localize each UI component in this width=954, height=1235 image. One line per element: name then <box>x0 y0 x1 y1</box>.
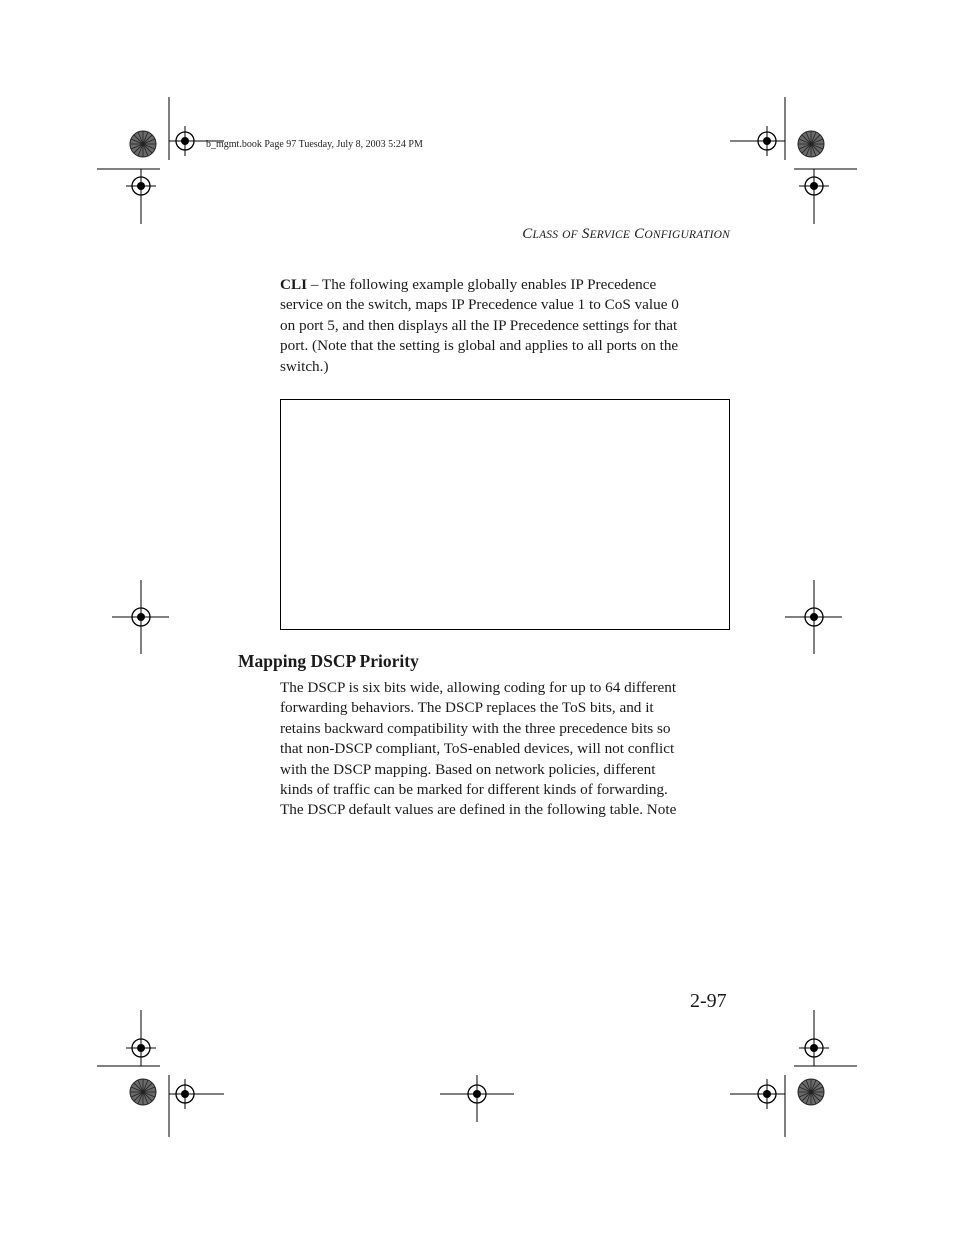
text-line: forwarding behaviors. The DSCP replaces the ToS bits, and it <box>280 699 654 717</box>
registration-mark-icon <box>126 1033 156 1063</box>
text-line: The DSCP default values are defined in the following table. Note <box>280 801 677 819</box>
registration-mark-icon <box>170 1079 200 1109</box>
running-head-smallcaps: OF <box>562 229 578 241</box>
running-head-cap: C <box>522 226 533 242</box>
text-line: switch.) <box>280 357 329 375</box>
registration-mark-icon <box>799 602 829 632</box>
color-bar-icon <box>798 1079 824 1105</box>
page-number: 2-97 <box>690 990 727 1012</box>
text-line: with the DSCP mapping. Based on network policies, different <box>280 760 656 778</box>
registration-mark-icon <box>126 171 156 201</box>
color-bar-icon <box>130 131 156 157</box>
registration-mark-icon <box>799 1033 829 1063</box>
text-line: on port 5, and then displays all the IP Precedence settings for that <box>280 316 678 334</box>
registration-mark-icon <box>170 126 200 156</box>
running-head-smallcaps: ERVICE <box>589 229 631 241</box>
color-bar-icon <box>798 131 824 157</box>
color-bar-icon <box>130 1079 156 1105</box>
running-head <box>522 226 730 243</box>
cli-example-box <box>280 399 730 630</box>
running-head-cap: S <box>581 226 590 242</box>
registration-mark-icon <box>126 602 156 632</box>
registration-mark-icon <box>752 126 782 156</box>
cli-intro-paragraph <box>280 275 732 377</box>
registration-mark-icon <box>799 171 829 201</box>
text-span: – The following example globally enables IP Precedence <box>307 276 657 293</box>
print-slug: b_mgmt.book Page 97 Tuesday, July 8, 2003 5:24 PM <box>206 139 423 150</box>
text-line: service on the switch, maps IP Precedence value 1 to CoS value 0 <box>280 296 679 314</box>
registration-mark-icon <box>752 1079 782 1109</box>
running-head-cap: C <box>634 226 645 242</box>
running-head-smallcaps: LASS <box>532 229 559 241</box>
text-line: port. (Note that the setting is global and applies to all ports on the <box>280 337 679 355</box>
cli-label: CLI <box>280 276 308 293</box>
running-head-smallcaps: ONFIGURATION <box>644 229 730 241</box>
text-line <box>280 275 732 295</box>
text-line: The DSCP is six bits wide, allowing coding for up to 64 different <box>280 679 677 696</box>
registration-mark-icon <box>462 1079 492 1109</box>
text-line: retains backward compatibility with the three precedence bits so <box>280 719 671 737</box>
text-line: kinds of traffic can be marked for different kinds of forwarding. <box>280 781 668 799</box>
dscp-paragraph <box>280 678 732 821</box>
section-heading: Mapping DSCP Priority <box>238 651 419 671</box>
text-line: that non-DSCP compliant, ToS-enabled devices, will not conflict <box>280 740 675 758</box>
